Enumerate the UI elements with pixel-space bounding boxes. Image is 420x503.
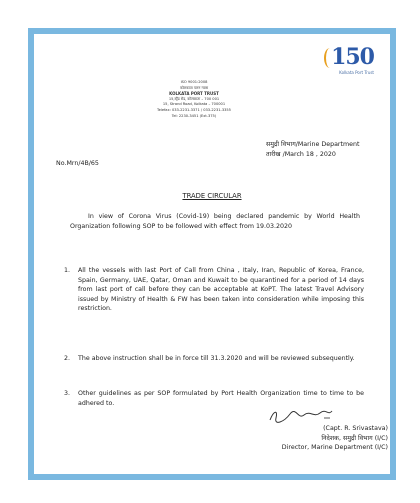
- logo-number: 150: [331, 44, 374, 70]
- signature-block: [248, 424, 388, 453]
- list-item-number: 2.: [64, 355, 71, 362]
- letterhead-telefax: Telefax: 033-2231-3371 / 033-2231-3355: [157, 107, 231, 112]
- letterhead-iso: ISO 9001:2008: [180, 80, 208, 84]
- letterhead-tel: Tel: 2230-3451 (Ext.375): [171, 113, 217, 118]
- letterhead-name: KOLKATA PORT TRUST: [169, 91, 219, 97]
- issuer-block: [266, 140, 386, 160]
- list-item-number: 3.: [64, 390, 71, 397]
- reference-number: No.Mrn/4B/65: [56, 160, 99, 167]
- signature-scribble: [266, 406, 336, 426]
- list-item: [64, 266, 364, 314]
- date-line: तारीख /March 18 , 2020: [266, 151, 336, 158]
- letterhead-hindi-address: 15,स्ट्रैंड रोड, कोलकाता – 700 001: [168, 96, 220, 101]
- document-frame: [28, 28, 396, 480]
- department-line: समुद्री विभाग/Marine Department: [266, 141, 360, 148]
- letterhead-hindi-name: कोलकाता पत्तन न्यास: [179, 85, 209, 90]
- list-item: [64, 354, 364, 364]
- signatory-name: (Capt. R. Srivastava): [323, 425, 388, 432]
- letterhead-address: 15, Strand Road, Kolkata – 700001: [162, 102, 226, 107]
- signatory-title: Director, Marine Department (I/C): [281, 444, 388, 452]
- circular-title: TRADE CIRCULAR: [182, 192, 242, 200]
- document-page: [34, 34, 390, 474]
- list-item-number: 1.: [64, 267, 71, 274]
- intro-paragraph: In view of Corona Virus (Covid-19) being declared pandemic by World Health Organization following SOP to be followed with effect from 19.03.2020: [70, 213, 360, 230]
- list-item-text: The above instruction shall be in force till 31.3.2020 and will be reviewed subsequently.: [78, 355, 355, 362]
- logo-subtitle: Kolkata Port Trust: [339, 70, 374, 75]
- kopt-150-logo: [322, 44, 374, 80]
- signatory-title-hindi: निदेशक, समुद्री विभाग (I/C): [321, 434, 388, 442]
- list-item-text: Other guidelines as per SOP formulated by Port Health Organization time to time to be adhered to.: [78, 390, 364, 407]
- list-item-text: All the vessels with last Port of Call from China , Italy, Iran, Republic of Korea, France, Spain, Germany, UAE, Qatar, Oman and Kuwait to be quarantined for a period of 14 days from last port of call before they can be acceptable at KoPT. The latest Travel Advisory issued by Ministry of Health & FW has been taken into consideration while imposing this restriction.: [78, 267, 364, 313]
- letterhead: [124, 80, 264, 119]
